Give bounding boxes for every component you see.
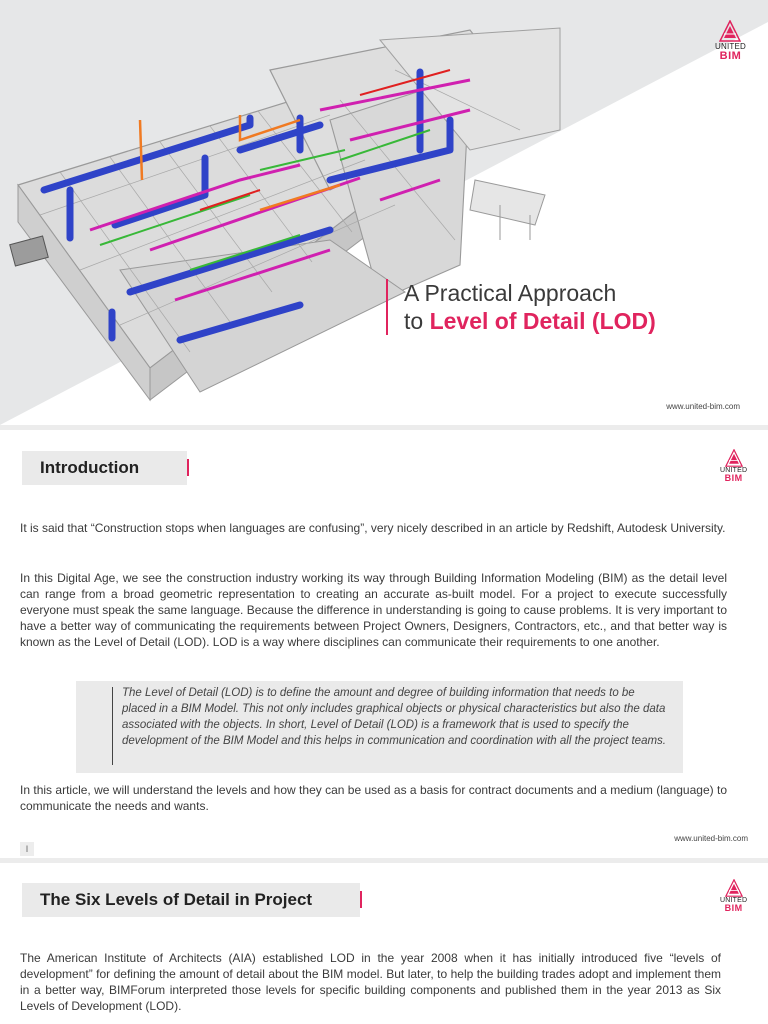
heading-accent-bar [360, 891, 362, 908]
cover-website-url: www.united-bim.com [666, 402, 740, 411]
united-bim-logo-page2 [720, 879, 747, 913]
logo-mark-icon [725, 879, 743, 897]
intro-paragraph-2: In this Digital Age, we see the construction industry working its way through Building Information Modeling (BIM) as the detail level can range from a broad geometric representation to creating an accurate as-built model. For a project to execute successfully everyone must speak the same language. Because the difference in understanding is going to cause problems. It is very important to have a better way of communicating the requirements between Project Owners, Designers, Contractors, etc., and that better way is known as the Level of Detail (LOD). LOD is a way where disciplines can communicate their requirements to one another. [20, 571, 727, 649]
text-cursor-marker: I [20, 842, 34, 856]
cover-title [386, 279, 656, 335]
cover-title-prefix: to [404, 308, 430, 334]
united-bim-logo [715, 20, 746, 62]
logo-mark-icon [719, 20, 741, 42]
page-divider [0, 425, 768, 430]
logo-word-united: UNITED [720, 467, 748, 474]
heading-accent-bar [187, 459, 189, 476]
six-levels-heading-text: The Six Levels of Detail in Project [40, 890, 313, 909]
page-divider [0, 858, 768, 863]
cover-title-highlight: Level of Detail (LOD) [429, 308, 656, 334]
quote-text: The Level of Detail (LOD) is to define the amount and degree of building information that needs to be placed in a BIM Model. This not only includes graphical objects or physical characteristics but also the data associated with the objects. In short, Level of Detail (LOD) is a framework that is used to specify the development of the BIM Model and this helps in communication and coordination with all the project teams. [122, 687, 666, 747]
logo-word-bim: BIM [719, 50, 742, 62]
logo-word-united: UNITED [720, 897, 748, 904]
quote-bar [112, 687, 113, 765]
bim-model-image [0, 0, 768, 425]
six-levels-heading [22, 883, 360, 917]
page1-website-url: www.united-bim.com [674, 834, 748, 843]
united-bim-logo-page1 [720, 449, 747, 483]
six-levels-paragraph-1: The American Institute of Architects (AIA) established LOD in the year 2008 when it has initially introduced five “levels of development” for defining the amount of detail about the BIM model. But later, to help the building trades adopt and implement them in a better way, BIMForum interpreted those levels for specific building components and published them in the year 2013 as Six Levels of Development (LOD). [20, 951, 721, 1013]
intro-paragraph-3: In this article, we will understand the levels and how they can be used as a basis for contract documents and a medium (language) to communicate the needs and wants. [20, 783, 727, 813]
logo-word-united: UNITED [715, 42, 746, 51]
logo-mark-icon [725, 449, 743, 467]
cover-page [0, 0, 768, 425]
introduction-heading [22, 451, 187, 485]
lod-definition-quote [76, 681, 683, 773]
cover-title-line1: A Practical Approach [404, 280, 617, 306]
logo-word-bim: BIM [724, 473, 743, 483]
logo-word-bim: BIM [724, 903, 743, 913]
intro-paragraph-1: It is said that “Construction stops when languages are confusing”, very nicely described in an article by Redshift, Autodesk University. [20, 521, 726, 535]
introduction-heading-text: Introduction [40, 458, 140, 477]
cover-title-line2 [404, 307, 656, 335]
